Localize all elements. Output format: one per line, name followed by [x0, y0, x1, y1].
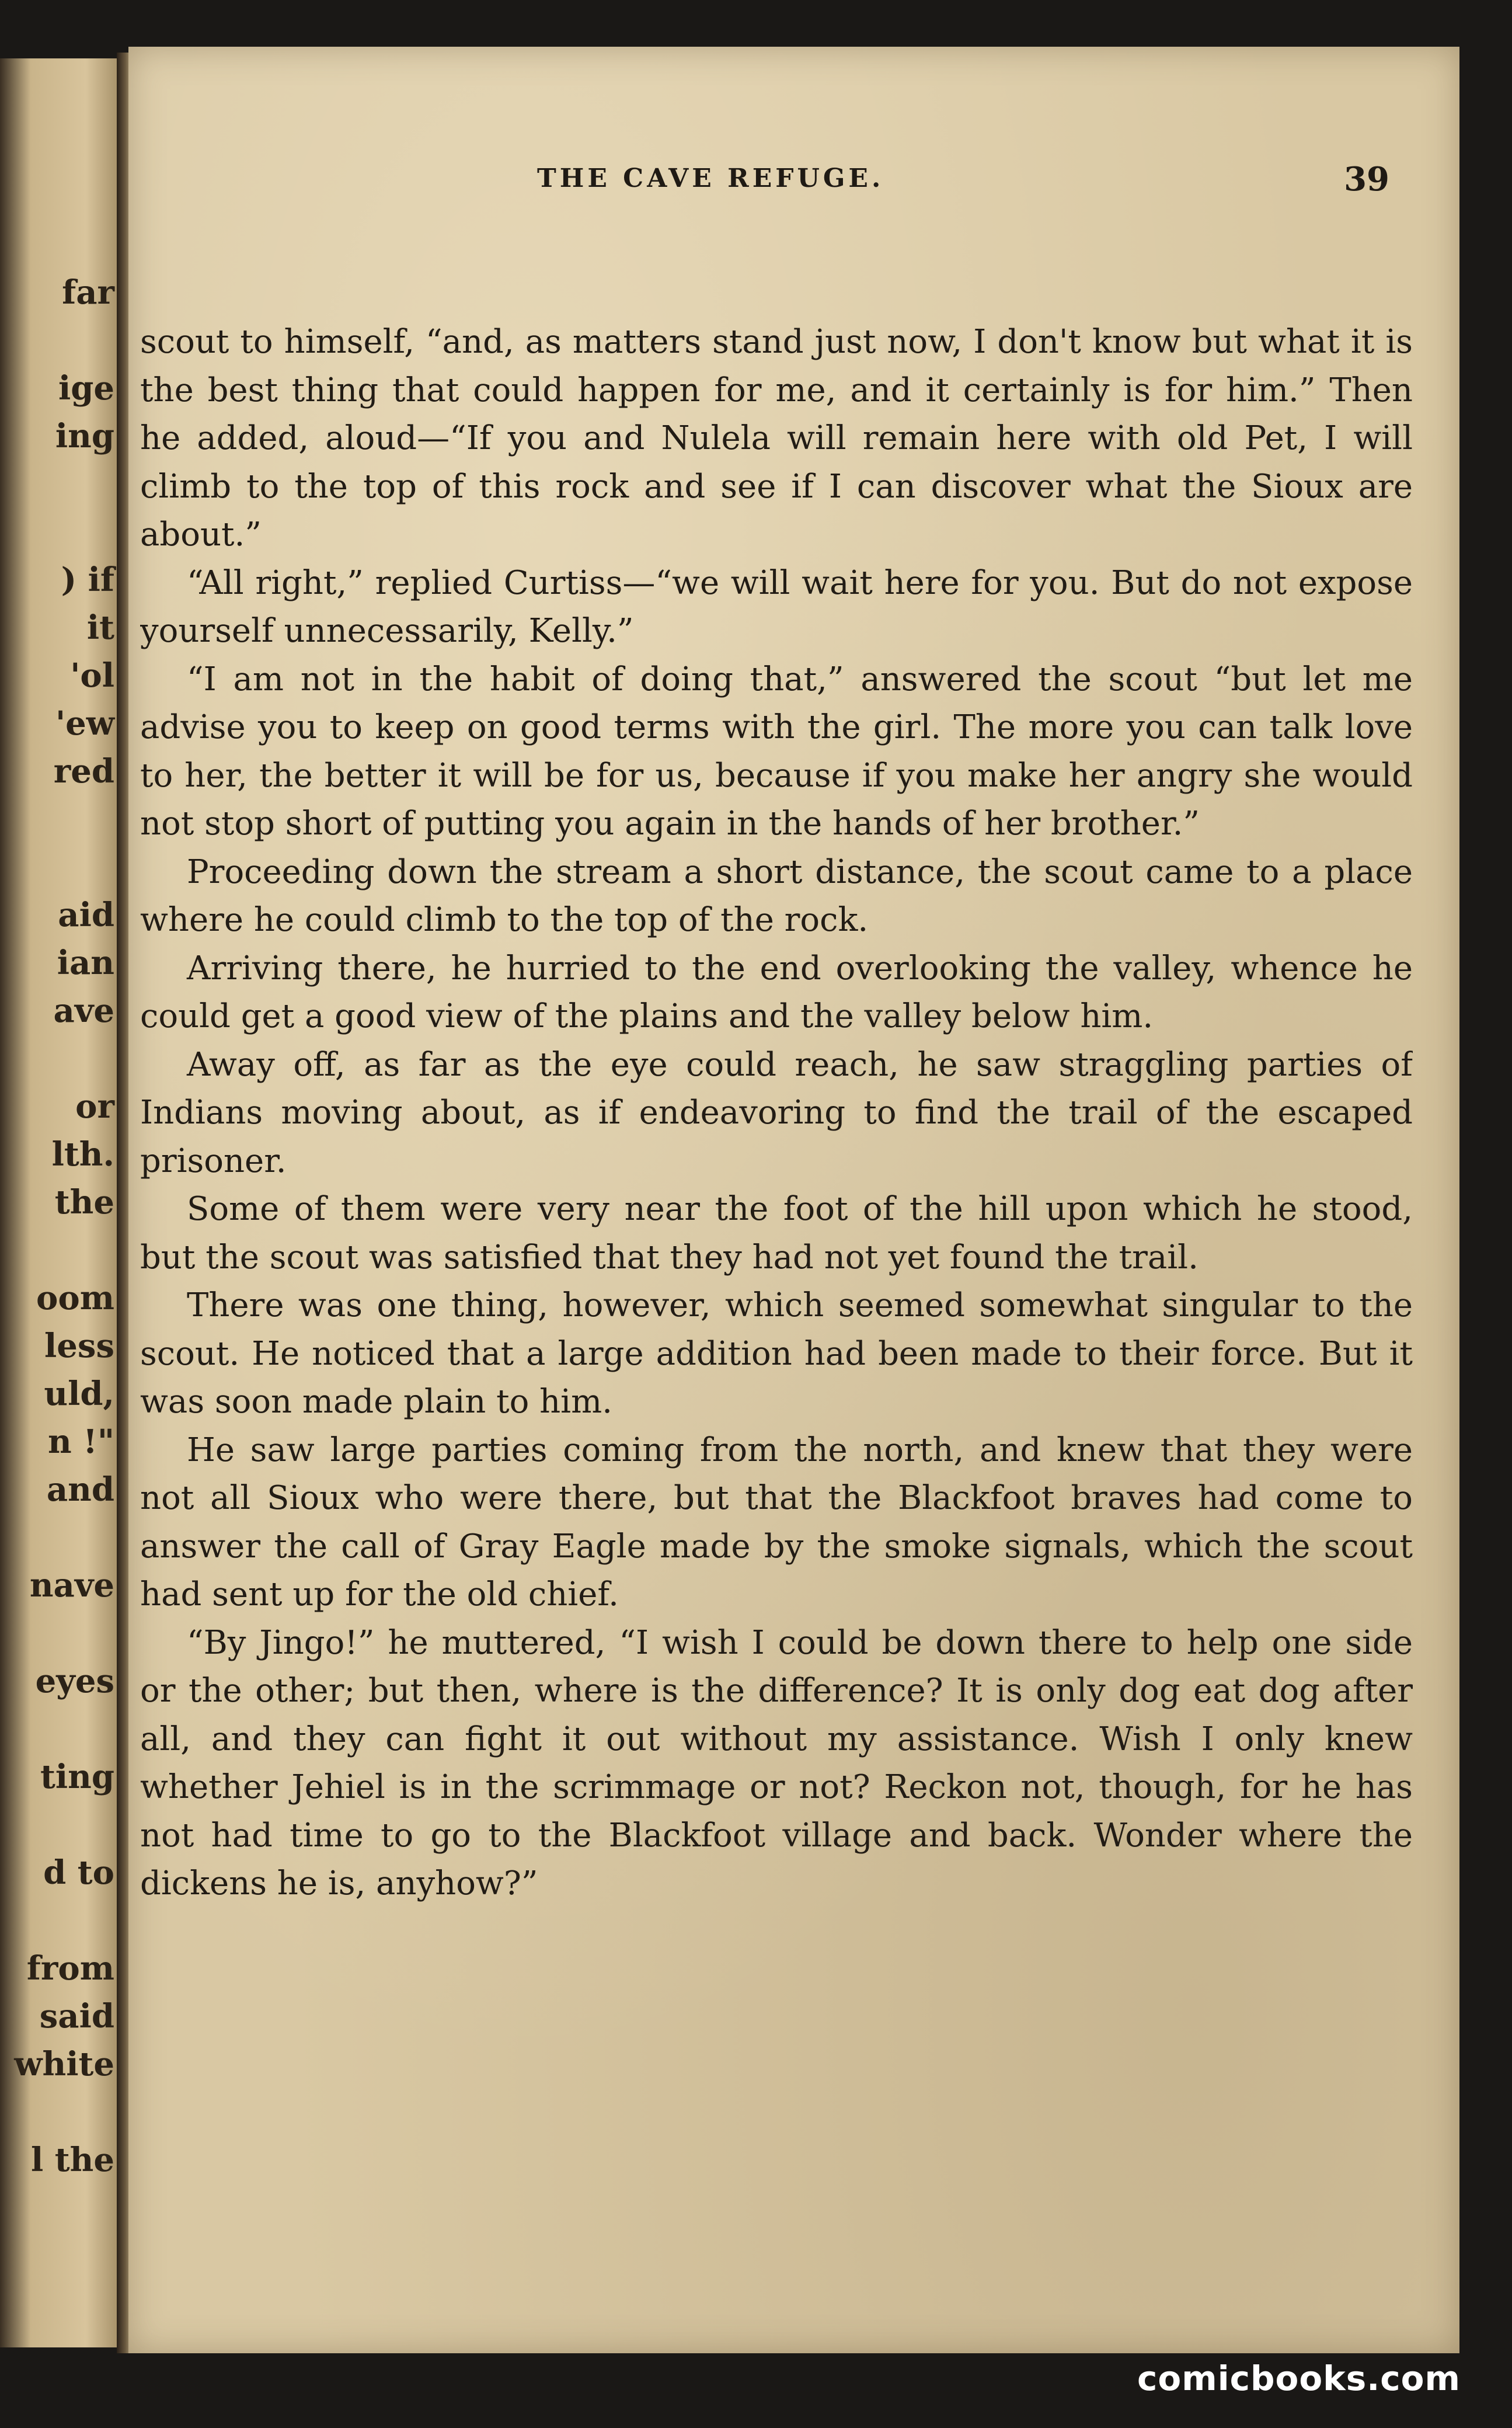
- paragraph-8: There was one thing, however, which seemed somewhat singular to the scout. He noticed that a large addition had been made to their force. But it was soon made plain to him.: [140, 1286, 1413, 1421]
- running-title: THE CAVE REFUGE.: [537, 164, 884, 193]
- paragraph-1: scout to himself, “and, as matters stand just now, I don't know but what it is the best thing that could happen for me, and it certainly is for him.” Then he added, aloud—“If you and Nulela will remain here with old Pet, I will climb to the top of this rock and see if I can discover what the Sioux are about.”: [140, 323, 1413, 554]
- running-head: [128, 160, 1459, 210]
- paragraph-7: Some of them were very near the foot of the hill upon which he stood, but the scout was satisfied that they had not yet found the trail.: [140, 1190, 1413, 1276]
- paragraph-6: Away off, as far as the eye could reach, he saw straggling parties of Indians moving about, as if endeavoring to find the trail of the escaped prisoner.: [140, 1045, 1413, 1180]
- book-page: [128, 47, 1459, 2353]
- paragraph-3: “I am not in the habit of doing that,” answered the scout “but let me advise you to keep on good terms with the girl. The more you can talk love to her, the better it will be for us, because if you make her angry she would not stop short of putting you again in the hands of her brother.”: [140, 660, 1413, 843]
- left-page-edge: [0, 58, 123, 2347]
- body-text: [140, 318, 1413, 2257]
- left-page-edge-text: far ige ing ) if it 'ol 'ew red aid ian ave or lth. the oom less uld, n !" and nave eyes ting d to from said white l the: [14, 273, 114, 2179]
- paragraph-10: “By Jingo!” he muttered, “I wish I could be down there to help one side or the other; but then, where is the difference? It is only dog eat dog after all, and they can fight it out without my assistance. Wish I only knew whether Jehiel is in the scrimmage or not? Reckon not, though, for he has not had time to go to the Blackfoot village and back. Wonder where the dickens he is, anyhow?”: [140, 1623, 1413, 1902]
- page-number: 39: [1344, 160, 1389, 199]
- paragraph-2: “All right,” replied Curtiss—“we will wait here for you. But do not expose yourself unnecessarily, Kelly.”: [140, 563, 1413, 650]
- site-watermark: comicbooks.com: [1137, 2359, 1461, 2398]
- paragraph-9: He saw large parties coming from the north, and knew that they were not all Sioux who were there, but that the Blackfoot braves had come to answer the call of Gray Eagle made by the smoke signals, which the scout had sent up for the old chief.: [140, 1431, 1413, 1613]
- paragraph-4: Proceeding down the stream a short distance, the scout came to a place where he could climb to the top of the rock.: [140, 853, 1413, 939]
- paragraph-5: Arriving there, he hurried to the end overlooking the valley, whence he could get a good view of the plains and the valley below him.: [140, 949, 1413, 1035]
